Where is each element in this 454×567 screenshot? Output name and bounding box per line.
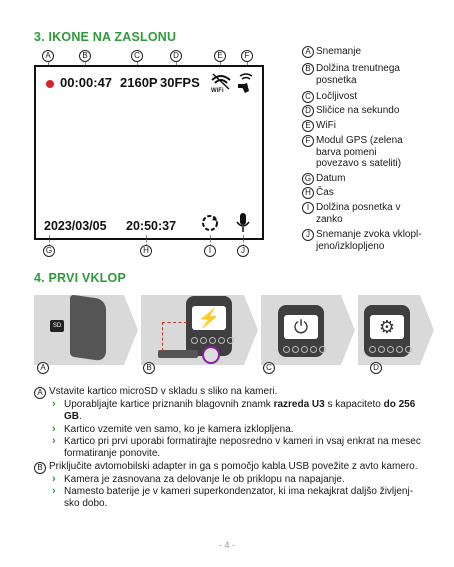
- microphone-icon: [235, 212, 251, 234]
- instruction-a-text: Vstavite kartico microSD v skladu s sliko na kameri.: [49, 386, 278, 397]
- legend-item-f: F Modul GPS (zelena barva pomeni povezavo s sateliti): [302, 135, 442, 171]
- section-heading-screen-icons: 3. IKONE NA ZASLONU: [34, 30, 177, 44]
- usb-cable-illustration: [158, 350, 198, 358]
- step-marker-b: B: [143, 362, 155, 374]
- chevron-right-icon: ›: [52, 485, 56, 497]
- chevron-right-icon: ›: [52, 435, 56, 447]
- marker-c: C: [131, 50, 143, 62]
- step-marker-a: A: [37, 362, 49, 374]
- instruction-a-bullet-3-line-1: Kartico pri prvi uporabi formatirajte neposredno v kameri in vsaj enkrat na mesec: [64, 436, 421, 447]
- osd-fps: 30FPS: [160, 75, 200, 90]
- instruction-b-bullet-1: Kamera je zasnovana za delovanje le ob priklopu na napajanje.: [64, 474, 345, 485]
- arrow-icon: [124, 295, 138, 365]
- usb-port-highlight: [202, 346, 220, 364]
- chevron-right-icon: ›: [52, 398, 56, 410]
- step-marker-d: D: [370, 362, 382, 374]
- osd-date: 2023/03/05: [44, 219, 107, 233]
- instruction-b-bullet-2-line-1: Namesto baterije je v kameri superkondenzator, ki ima nekajkrat daljšo življenj-: [64, 486, 414, 497]
- step-marker-c: C: [263, 362, 275, 374]
- marker-b: B: [79, 50, 91, 62]
- marker-g: G: [43, 245, 55, 257]
- microsd-card-icon: SD: [50, 320, 64, 332]
- marker-j: J: [237, 245, 249, 257]
- osd-rec-time: 00:00:47: [60, 75, 113, 90]
- legend-item-a: A Snemanje: [302, 46, 442, 58]
- instruction-a-bullet-1: Uporabljajte kartice priznanih blagovnih znamk razreda U3 s kapaciteto do 256 GB.: [64, 399, 416, 422]
- chevron-right-icon: ›: [52, 423, 56, 435]
- legend-item-b: B Dolžina trenutnega posnetka: [302, 63, 442, 87]
- marker-f: F: [241, 50, 253, 62]
- instruction-a-bullet-2: Kartico vzemite ven samo, ko je kamera izklopljena.: [64, 424, 294, 435]
- legend-item-e: E WiFi: [302, 120, 442, 132]
- gear-icon: ⚙: [370, 315, 404, 339]
- recording-dot-icon: [46, 80, 54, 88]
- instruction-a-bullet-3-line-2: formatiranje ponovite.: [64, 448, 161, 459]
- marker-e: E: [214, 50, 226, 62]
- legend-item-g: G Datum: [302, 173, 442, 185]
- instruction-b-text: Priključite avtomobilski adapter in ga s pomočjo kabla USB povežite z avto kamero.: [49, 461, 418, 472]
- camera-side-illustration: [70, 294, 106, 361]
- chevron-right-icon: ›: [52, 473, 56, 485]
- section-heading-first-start: 4. PRVI VKLOP: [34, 271, 126, 285]
- marker-d: D: [170, 50, 182, 62]
- legend-item-i: I Dolžina posnetka v zanko: [302, 202, 442, 226]
- legend-item-d: D Sličice na sekundo: [302, 105, 442, 117]
- marker-a: A: [42, 50, 54, 62]
- power-icon: ⏻: [284, 315, 318, 339]
- osd-time: 20:50:37: [126, 219, 177, 233]
- loop-recording-icon: [200, 213, 220, 233]
- camera-settings-illustration: [364, 305, 410, 357]
- arrow-icon: [244, 295, 258, 365]
- legend-item-j: J Snemanje zvoka vklopl-jeno/izklopljeno: [302, 229, 442, 253]
- page-number: - 4 -: [218, 540, 235, 550]
- callout-line: [162, 322, 187, 351]
- marker-h: H: [140, 245, 152, 257]
- instruction-marker-b: B: [34, 462, 46, 474]
- camera-power-illustration: [278, 305, 324, 357]
- wifi-label: WiFi: [211, 88, 224, 94]
- arrow-icon: [420, 295, 434, 365]
- lightning-icon: ⚡: [192, 306, 226, 330]
- legend-item-c: C Ločljivost: [302, 91, 442, 103]
- osd-resolution: 2160P: [120, 75, 158, 90]
- instruction-marker-a: A: [34, 387, 46, 399]
- gps-icon: [236, 72, 256, 94]
- instruction-b-bullet-2-line-2: sko dobo.: [64, 498, 108, 509]
- marker-i: I: [204, 245, 216, 257]
- arrow-icon: [341, 295, 355, 365]
- legend-item-h: H Čas: [302, 187, 442, 199]
